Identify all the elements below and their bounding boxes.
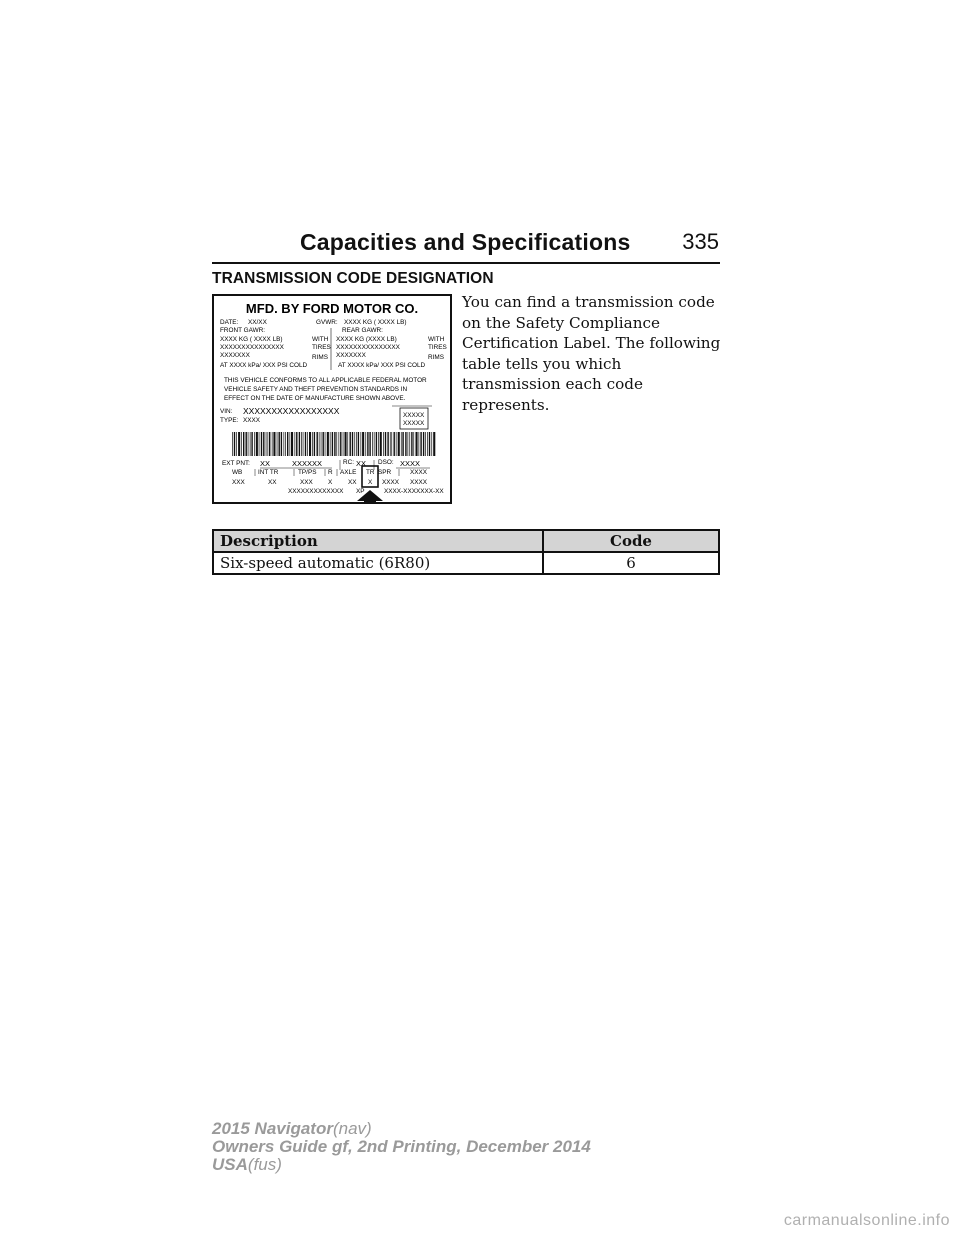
r-value: X xyxy=(328,479,333,486)
tp-ps-label: TP/PS xyxy=(298,469,317,476)
table-row xyxy=(213,552,719,574)
xp-code: XP xyxy=(356,488,365,495)
extra-code: XXXX xyxy=(410,479,428,486)
vin-label: VIN: xyxy=(220,408,233,415)
rear-pressure: AT XXXX kPa/ XXX PSI COLD xyxy=(338,362,426,369)
gvwr-label: GVWR: xyxy=(316,319,338,326)
code-box-line-1: XXXXX xyxy=(403,412,425,419)
rear-with: WITH xyxy=(428,336,445,343)
section-heading: TRANSMISSION CODE DESIGNATION xyxy=(212,270,494,287)
code-box-line-2: XXXXX xyxy=(403,420,425,427)
date-value: XX/XX xyxy=(248,319,267,326)
ext-pnt-label: EXT PNT: xyxy=(222,460,250,467)
vin-value: XXXXXXXXXXXXXXXXX xyxy=(243,406,340,416)
conformance-line-2: VEHICLE SAFETY AND THEFT PREVENTION STANDARDS IN xyxy=(224,386,408,393)
watermark: carmanualsonline.info xyxy=(783,1212,950,1229)
front-rims: RIMS xyxy=(312,354,328,361)
axle-value: XX xyxy=(348,479,357,486)
header-divider xyxy=(212,262,720,264)
type-value: XXXX xyxy=(243,417,261,424)
rear-gawr-label: REAR GAWR: xyxy=(342,327,383,334)
serial-code: XXXXXXXXXXXXX xyxy=(288,488,344,495)
page-title: Capacities and Specifications xyxy=(300,229,631,255)
footer-region-code: (fus) xyxy=(247,1155,282,1174)
rear-rims: RIMS xyxy=(428,354,444,361)
page-number: 335 xyxy=(682,229,719,254)
intro-paragraph: You can find a transmission code on the Safety Compliance Certification Label. The following table tells you which transmission each code represents. xyxy=(462,293,721,414)
date-label: DATE: xyxy=(220,319,239,326)
part-code: XXXX-XXXXXXX-XX xyxy=(384,488,444,495)
type-label: TYPE: xyxy=(220,417,239,424)
column-header-description: Description xyxy=(213,530,543,552)
front-gawr-label: FRONT GAWR: xyxy=(220,327,266,334)
axle-label: AXLE xyxy=(340,469,357,476)
paint-code: XXXXXX xyxy=(292,459,323,468)
spr-code: XXXX xyxy=(410,469,428,476)
int-tr-label: INT TR xyxy=(258,469,279,476)
int-tr-value: XX xyxy=(268,479,277,486)
wb-value: XXX xyxy=(232,479,245,486)
tp-ps-value: XXX xyxy=(300,479,313,486)
column-header-code: Code xyxy=(543,530,719,552)
tr-value: X xyxy=(368,479,373,486)
safety-compliance-label-figure xyxy=(212,294,452,504)
ext-pnt-value: XX xyxy=(260,459,271,468)
rc-value: XX xyxy=(356,459,367,468)
front-with: WITH xyxy=(312,336,329,343)
front-pressure: AT XXXX kPa/ XXX PSI COLD xyxy=(220,362,308,369)
wb-label: WB xyxy=(232,469,243,476)
transmission-code-table xyxy=(212,529,720,575)
footer-model: 2015 Navigator xyxy=(212,1119,333,1138)
dso-label: DSO: xyxy=(378,459,394,466)
rear-tire-code: XXXXXXXXXXXXXXX xyxy=(336,344,400,351)
spr-value: XXXX xyxy=(382,479,400,486)
document-footer xyxy=(212,1120,591,1174)
table-cell-code: 6 xyxy=(543,552,719,574)
label-title: MFD. BY FORD MOTOR CO. xyxy=(245,301,419,316)
footer-guide: Owners Guide gf, 2nd Printing, December 2014 xyxy=(212,1137,591,1156)
r-label: R xyxy=(328,469,333,476)
table-cell-description: Six-speed automatic (6R80) xyxy=(213,552,543,574)
tr-label: TR xyxy=(366,469,375,476)
front-rim-code: XXXXXXX xyxy=(220,352,250,359)
conformance-line-1: THIS VEHICLE CONFORMS TO ALL APPLICABLE FEDERAL MOTOR xyxy=(224,377,427,384)
conformance-line-3: EFFECT ON THE DATE OF MANUFACTURE SHOWN ABOVE. xyxy=(224,395,406,402)
front-weight: XXXX KG ( XXXX LB) xyxy=(220,336,283,343)
rc-label: RC: xyxy=(343,459,355,466)
footer-model-code: (nav) xyxy=(332,1119,372,1138)
gvwr-value: XXXX KG ( XXXX LB) xyxy=(344,319,407,326)
table-header-row xyxy=(213,530,719,552)
spr-label: SPR xyxy=(378,469,392,476)
front-tires: TIRES xyxy=(312,344,331,351)
rear-weight: XXXX KG (XXXX LB) xyxy=(336,336,397,343)
front-tire-code: XXXXXXXXXXXXXXX xyxy=(220,344,284,351)
rear-rim-code: XXXXXXX xyxy=(336,352,366,359)
dso-value: XXXX xyxy=(400,459,421,468)
rear-tires: TIRES xyxy=(428,344,447,351)
footer-region: USA xyxy=(212,1155,248,1174)
